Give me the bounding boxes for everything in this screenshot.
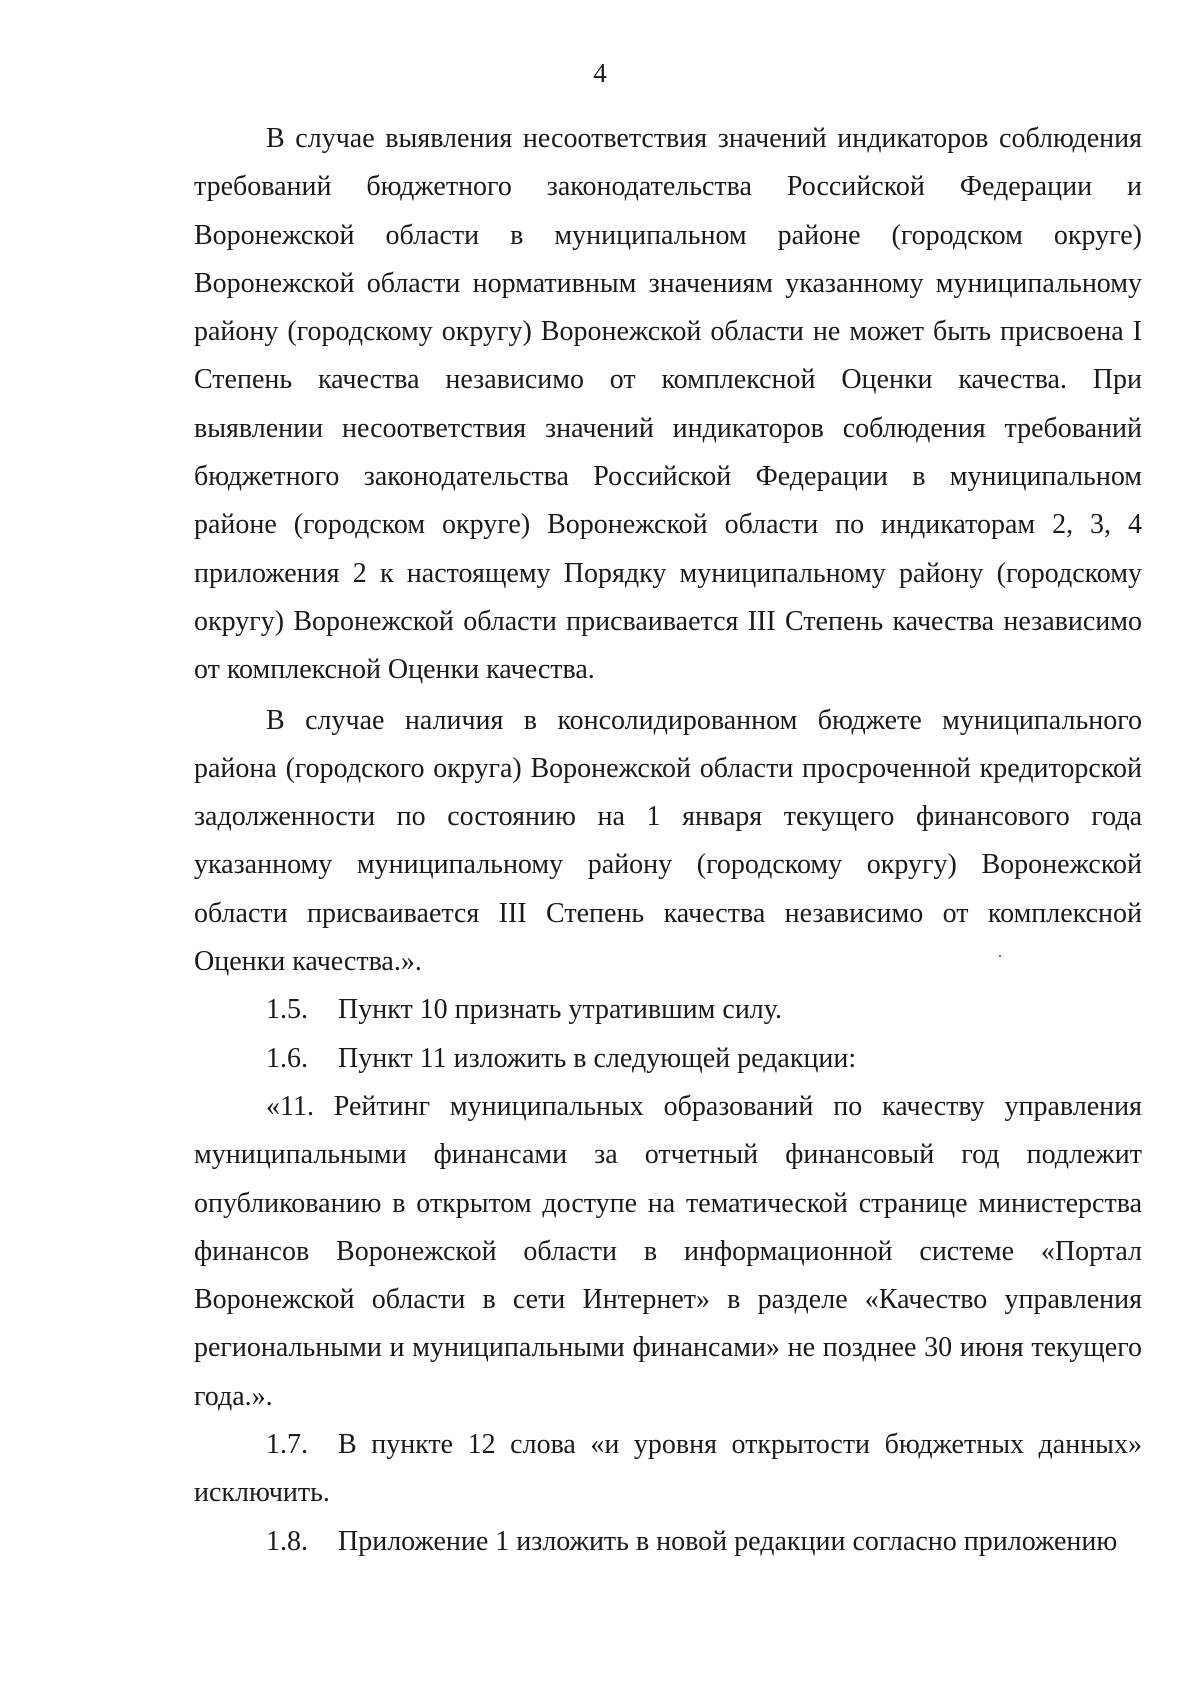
document-body <box>194 115 1142 1566</box>
paragraph-quality-degree-indicators: В случае выявления несоответствия значений индикаторов соблюдения требований бюджетного законодательства Российской Федерации и Воронежской области в муниципальном районе (городском округе) Воронежской области нормативным значениям указанному муниципальному району (городскому округу) Воронежской области не может быть присвоена I Степень качества независимо от комплексной Оценки качества. При выявлении несоответствия значений индикаторов соблюдения требований бюджетного законодательства Российской Федерации в муниципальном районе (городском округе) Воронежской области по индикаторам 2, 3, 4 приложения 2 к настоящему Порядку муниципальному району (городскому округу) Воронежской области присваивается III Степень качества независимо от комплексной Оценки качества. <box>194 123 1142 686</box>
item-number: 1.8. <box>266 1525 308 1557</box>
list-item-1-6 <box>194 1035 1142 1083</box>
item-number: 1.5. <box>266 994 308 1026</box>
item-text: Пункт 11 изложить в следующей редакции: <box>338 1042 857 1074</box>
item-text: В пункте 12 слова «и уровня открытости бюджетных данных» исключить. <box>194 1429 1142 1509</box>
list-item-1-8 <box>194 1518 1142 1566</box>
paragraph-overdue-debt: В случае наличия в консолидированном бюджете муниципального района (городского округа) Воронежской области просроченной кредиторской задолженности по состоянию на 1 января текущего финансового года указанному муниципальному району (городскому округу) Воронежской области присваивается III Степень качества независимо от комплексной Оценки качества.». <box>194 704 1142 978</box>
list-item-1-5 <box>194 986 1142 1034</box>
item-text: Приложение 1 изложить в новой редакции согласно приложению <box>338 1525 1118 1557</box>
list-item-1-7 <box>194 1421 1142 1518</box>
scan-speck <box>999 955 1001 957</box>
item-number: 1.7. <box>266 1429 308 1461</box>
paragraph-quoted-point-11: «11. Рейтинг муниципальных образований по качеству управления муниципальными финансами за отчетный финансовый год подлежит опубликованию в открытом доступе на тематической странице министерства финансов Воронежской области в информационной системе «Портал Воронежской области в сети Интернет» в разделе «Качество управления региональными и муниципальными финансами» не позднее 30 июня текущего года.». <box>194 1090 1142 1412</box>
item-text: Пункт 10 признать утратившим силу. <box>338 994 782 1026</box>
page-number: 4 <box>593 58 607 88</box>
item-number: 1.6. <box>266 1042 308 1074</box>
